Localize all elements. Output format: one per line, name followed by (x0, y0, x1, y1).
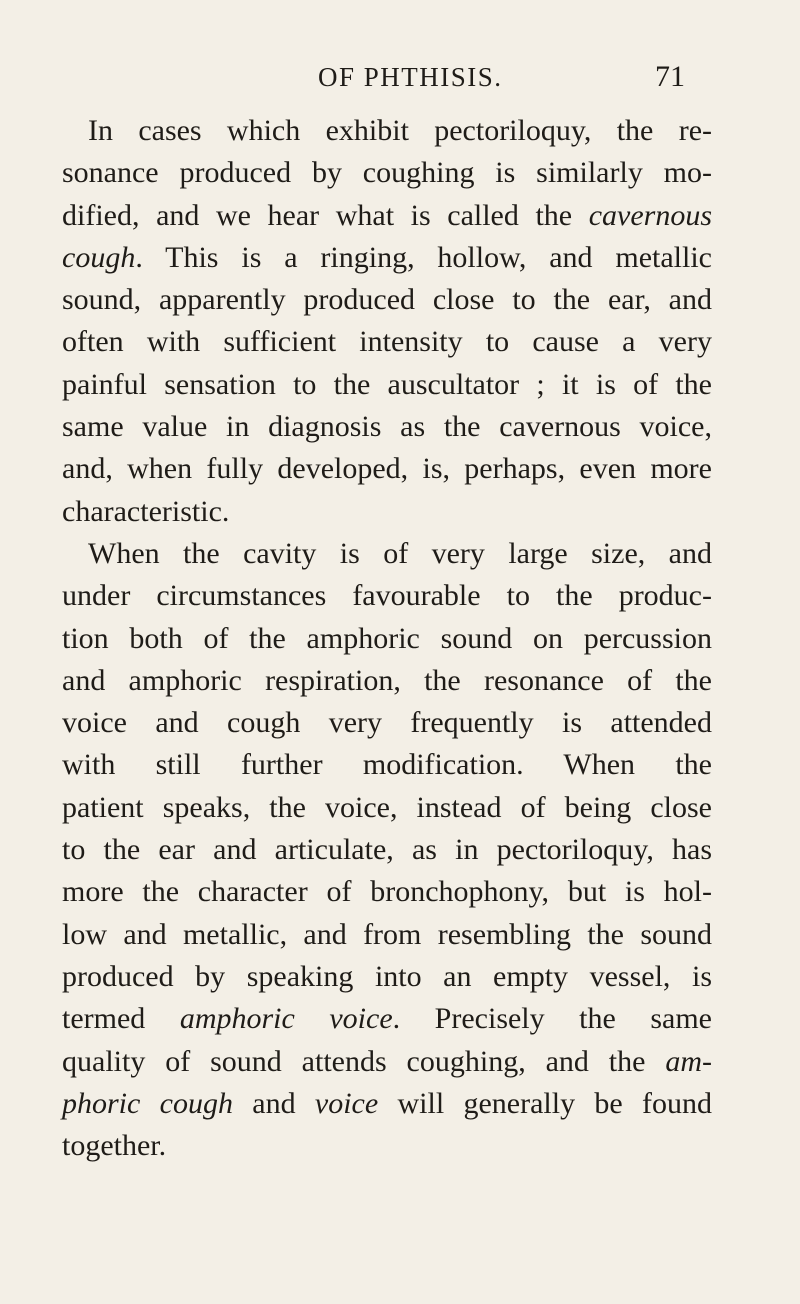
body-text (62, 110, 712, 1167)
text-segment: painful sensation to the auscultator ; it is of the (62, 367, 712, 401)
text-line (62, 660, 712, 702)
text-line (62, 1083, 712, 1125)
italic-term: cavernous (588, 198, 712, 232)
text-segment: often with sufficient intensity to cause a very (62, 325, 712, 359)
italic-term: voice (314, 1086, 379, 1120)
text-segment: . This is a ringing, hollow, and metallic (135, 240, 712, 274)
text-line (62, 702, 712, 744)
text-line (62, 829, 712, 871)
text-line (62, 491, 712, 533)
italic-term: am- (665, 1044, 712, 1078)
text-segment: and amphoric respiration, the resonance of the (62, 663, 712, 697)
text-segment: more the character of bronchophony, but is hol- (62, 875, 712, 909)
text-segment: together. (62, 1129, 167, 1163)
text-line (62, 575, 712, 617)
text-line (62, 1041, 712, 1083)
text-line (62, 871, 712, 913)
text-line (62, 956, 712, 998)
text-line (62, 321, 712, 363)
text-segment: to the ear and articulate, as in pectoriloquy, has (62, 833, 712, 867)
text-segment: and (232, 1086, 315, 1120)
text-line (62, 1125, 712, 1167)
text-segment: characteristic. (62, 494, 230, 528)
text-segment: and, when fully developed, is, perhaps, even more (62, 452, 712, 486)
text-line (62, 787, 712, 829)
italic-term: cough (62, 240, 136, 274)
text-line (62, 618, 712, 660)
text-line (62, 110, 712, 152)
text-segment: tion both of the amphoric sound on percussion (62, 621, 712, 655)
italic-term: phoric cough (62, 1086, 233, 1120)
text-line (62, 406, 712, 448)
text-segment: same value in diagnosis as the cavernous voice, (62, 410, 712, 444)
text-line (62, 364, 712, 406)
text-segment: produced by speaking into an empty vessel, is (62, 959, 712, 993)
text-line (62, 279, 712, 321)
text-segment: When the cavity is of very large size, and (88, 536, 712, 570)
text-segment: sound, apparently produced close to the ear, and (62, 283, 712, 317)
text-line (62, 533, 712, 575)
text-segment: with still further modification. When the (62, 748, 712, 782)
text-line (62, 195, 712, 237)
running-head: OF PHTHISIS. (318, 62, 503, 92)
text-line (62, 448, 712, 490)
text-segment: sonance produced by coughing is similarly mo- (62, 156, 712, 190)
italic-term: amphoric voice (179, 1002, 393, 1036)
text-segment: quality of sound attends coughing, and the (62, 1044, 666, 1078)
text-segment: patient speaks, the voice, instead of being close (62, 790, 712, 824)
text-segment: under circumstances favourable to the produc- (62, 579, 712, 613)
text-line (62, 998, 712, 1040)
text-segment: termed (62, 1002, 180, 1036)
text-segment: will generally be found (378, 1086, 712, 1120)
text-line (62, 237, 712, 279)
text-segment: In cases which exhibit pectoriloquy, the re- (88, 114, 712, 147)
text-segment: voice and cough very frequently is attended (62, 706, 712, 740)
text-segment: . Precisely the same (392, 1002, 712, 1036)
text-segment: dified, and we hear what is called the (62, 198, 589, 232)
text-line (62, 744, 712, 786)
text-segment: low and metallic, and from resembling the sound (62, 917, 712, 951)
text-line (62, 914, 712, 956)
page-number: 71 (655, 60, 685, 93)
page-header (0, 62, 800, 98)
text-line (62, 152, 712, 194)
